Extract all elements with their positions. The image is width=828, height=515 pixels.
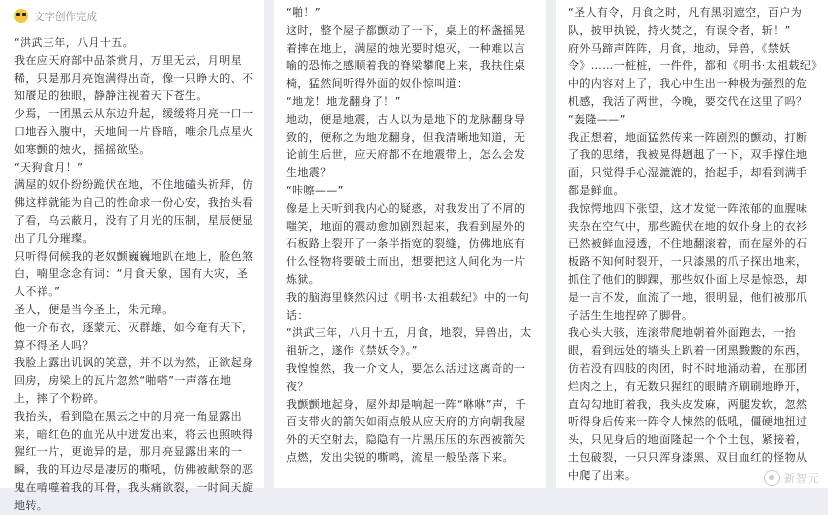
watermark-text: 新智元 (784, 472, 820, 485)
story-paragraph: 我的脑海里倏然闪过《明书·太祖载纪》中的一句话： (286, 290, 530, 322)
story-paragraph: 我脸上露出讥讽的笑意，并不以为然，正欲起身回房，房梁上的瓦片忽然“啪嗒”一声落在地上，摔了个粉碎。 (14, 356, 254, 405)
story-paragraph: 这时，整个屋子都颤动了一下，桌上的杯盏摇晃着摔在地上，满屋的烛光要时熄灭，一种难以言喻的恐怖之感顺着我的脊梁攀爬上来，我扶住桌椅，猛然间听得外面的奴仆惊叫道： (286, 23, 526, 91)
story-paragraph: “洪武三年，八月十五，月食，地裂，异兽出，太祖斩之，遂作《禁妖令》。” (286, 326, 532, 358)
story-panel-3 (556, 0, 828, 488)
story-paragraph: “洪武三年，八月十五。 (14, 36, 135, 49)
completion-status: 文字创作完成 (34, 10, 97, 23)
story-paragraph: 只听得伺候我的老奴颤巍巍地趴在地上，脸色煞白，喃里念念有词：“月食天象，国有大灾，圣人不祥。” (14, 249, 254, 299)
story-paragraph: 我心头大骇，连滚带爬地朝着外面跑去，一抬眼，看到远处的墙头上趴着一团黑黢黢的东西，仿若没有四肢的肉团，时不时地涌动着，在那团烂肉之上，有无数只猩红的眼睛齐刷刷地睁开，直勾勾地盯着我，我头皮发麻，两腿发软，忽然听得身后传来一阵令人悚然的低吼，僵硬地扭过头，只见身后的地面隆起一个个土包，紧接着，土包破裂，一只只浑身漆黑、双目血红的怪物从中爬了出来。 (568, 326, 808, 482)
story-paragraph: 府外马蹄声阵阵，月食，地动，异兽，《禁妖令》……一桩桩，一件件，都和《明书·太祖载纪》中的内容对上了，我心中生出一种极为强烈的危机感，我活了两世，今晚，要交代在这里了吗？ (568, 41, 818, 108)
story-paragraph: 我颤颤地起身，屋外却是响起一阵“咻咻”声，千百支带火的箭矢如雨点般从应天府的方向朝我屋外的天空射去，隐隐有一片黑压压的东西被箭矢点燃，发出尖锐的嘶鸣，流星一般坠落下来。 (286, 397, 527, 464)
story-paragraph: 我惶惶然，我一介文人，要怎么活过这离奇的一夜？ (286, 361, 526, 393)
story-paragraph: 圣人，便是当今圣上，朱元璋。 (14, 302, 174, 316)
story-paragraph: “咔嚓——” (286, 183, 344, 197)
story-paragraph: 他一介布衣，逐蒙元、灭群雄，如今奄有天下，算不得圣人吗？ (14, 320, 254, 352)
story-paragraph: 我正想着，地面猛然传来一阵剧烈的颤动，打断了我的思绪，我被晃得趔趄了一下，双手撑住地面，只觉得手心湿漉漉的，抬起手，却看到满手都是鲜血。 (568, 130, 808, 197)
story-paragraph: 我惊愕地四下张望，这才发觉一阵浓郁的血腥味夹杂在空气中，那些跪伏在地的奴仆身上的衣衫已然被鲜血浸透，不住地翻滚着，而在屋外的石板路不知何时裂开，一只漆黑的爪子探出地来，抓住了他们的脚踝，那些奴仆面上尽是惊恐，却是一言不发，血流了一地，很明显，他们被那爪子活生生地捏碎了脚骨。 (568, 201, 808, 322)
story-paragraph: 满屋的奴仆纷纷跪伏在地，不住地磕头祈拜，仿佛这样就能为自己的性命求一份心安，我抬头看了看，乌云蔽月，没有了月光的压制，星辰便显出了几分璀璨。 (14, 178, 254, 245)
story-paragraph: “地龙！地龙翻身了！” (286, 94, 401, 108)
story-paragraph: “天狗食月！” (14, 160, 84, 174)
completion-header (14, 6, 254, 26)
story-paragraph: “啪！” (286, 6, 321, 19)
story-paragraph: “圣人有令，月食之时，凡有黑羽遮空，百户为队，披甲执锐，持火焚之，有误令者，斩！” (568, 6, 803, 37)
story-paragraph: 我在应天府部中品茶赏月，万里无云，月明星稀，只是那月亮饱满得出奇，像一只睁大的、不知餍足的独眼，静静注视着天下苍生。 (14, 53, 254, 103)
story-panel-1 (0, 0, 264, 512)
story-paragraph: 少焉，一团黑云从东边升起，缓缓将月亮一口一口地吞入腹中，天地间一片昏暗，唯余几点星火如寒颤的烛火，摇摇欲坠。 (14, 107, 254, 156)
watermark-logo-icon (764, 470, 780, 486)
smiley-icon (14, 9, 28, 23)
story-panel-2 (274, 0, 546, 488)
watermark (764, 470, 820, 486)
story-paragraph: 地动，便是地震，古人以为是地下的龙脉翻身导致的，便称之为地龙翻身，但我清晰地知道，无论前生后世，应天府都不在地震带上，怎么会发生地震？ (286, 112, 526, 180)
story-paragraph: 像是上天听到我内心的疑惑，对我发出了不屑的嗤笑，地面的震动愈加剧烈起来，我看到屋外的石板路上裂开了一条半指宽的裂缝，仿佛地底有什么怪物将要破土而出，想要把这人间化为一片炼狱。 (286, 201, 526, 286)
story-paragraph: “轰隆——” (568, 112, 626, 126)
story-paragraph: 我抬头，看到隐在黑云之中的月亮一角显露出来，暗红色的血光从中迸发出来，将云也照映得猩红一片，更诡异的是，那月亮显露出来的一瞬，我的耳边尽是凄厉的嘶吼，仿佛被献祭的恶鬼在啃噬着我的耳骨，我头痛欲裂，一时间天旋地转。 (14, 409, 254, 512)
